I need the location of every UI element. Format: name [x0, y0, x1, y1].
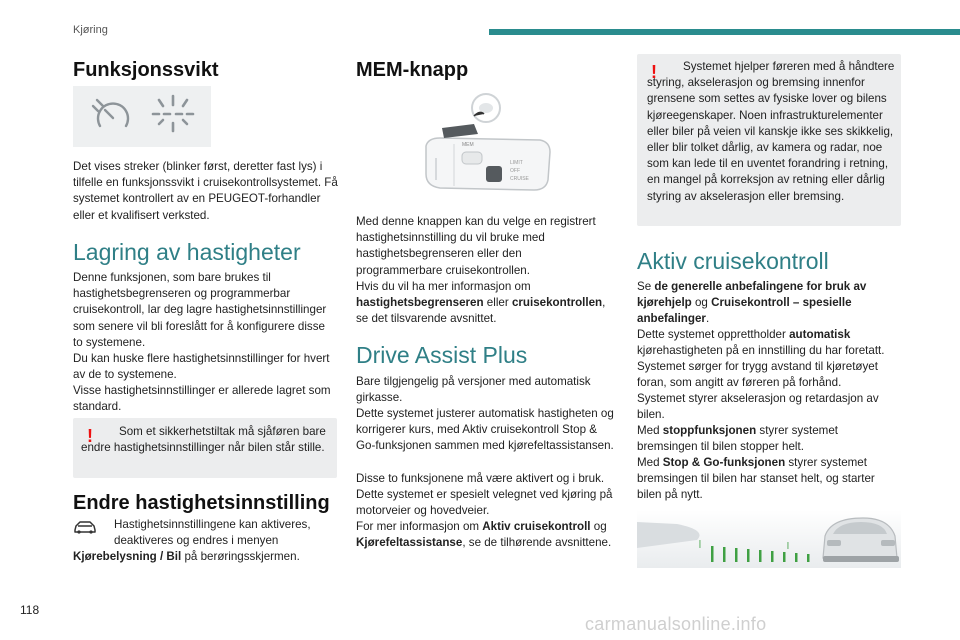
mem-button-illustration [414, 88, 562, 200]
aktiv-text-4: Systemet styrer akselerasjon og retardasjon av bilen. [637, 392, 879, 422]
heading-aktiv-cruise: Aktiv cruisekontroll [637, 248, 829, 274]
endre-text-1: Hastighetsinnstillingene kan aktiveres, deaktiveres og endres i menyen [114, 518, 311, 548]
cruise-control-car-illustration [637, 510, 901, 568]
aktiv-text-1: Se de generelle anbefalingene for bruk av kjørehjelp og Cruisekontroll – spesielle anbefalinger. [637, 280, 867, 326]
drive-assist-text-3: Disse to funksjonene må være aktivert og i bruk. [356, 472, 605, 485]
aktiv-text-6: Med Stop & Go-funksjonen styrer systemet bremsingen til bilen har stanset helt, og starter bilen på nytt. [637, 456, 875, 502]
warning-icon: ! [87, 426, 93, 446]
heading-lagring: Lagring av hastigheter [73, 239, 301, 265]
safety-warning-box [73, 418, 337, 478]
drive-assist-text-5: For mer informasjon om Aktiv cruisekontroll og Kjørefeltassistanse, se de tilhørende avsnittene. [356, 520, 612, 550]
aktiv-text-3: Systemet sørger for trygg avstand til kjøretøyet foran, som angitt av føreren på forhånd. [637, 360, 878, 390]
heading-mem-knapp: MEM-knapp [356, 59, 469, 81]
watermark: carmanualsonline.info [585, 614, 767, 634]
lagring-text-2: Du kan huske flere hastighetsinnstillinger for hvert av de to systemene. [73, 352, 330, 382]
cruise-label: CRUISE [510, 176, 529, 182]
lagring-text-1: Denne funksjonen, som bare brukes til hastighetsbegrenseren og programmerbar cruisekontroll, lar deg lagre hastighetsinnstillinger som senere vil bli foreslått for å konfigurere disse to systemene. [73, 271, 327, 349]
drive-assist-text-4: Dette systemet er spesielt velegnet ved kjøring på motorveier og hovedveier. [356, 488, 613, 518]
drive-assist-text-1: Bare tilgjengelig på versjoner med automatisk girkasse. [356, 375, 591, 405]
lagring-text-3: Visse hastighetsinnstillinger er allerede lagret som standard. [73, 384, 331, 414]
endre-text-2: Kjørebelysning / Bil på berøringsskjermen. [73, 550, 300, 563]
safety-warning-text: Som et sikkerhetstiltak må sjåføren bare endre hastighetsinnstillinger når bilen står stille. [81, 425, 326, 455]
drive-assist-text-2: Dette systemet justerer automatisk hastigheten og korrigerer kurs, med Aktiv cruisekontroll Stop & Go-funksjonen sammen med kjørefeltassistansen. [356, 407, 614, 453]
heading-endre: Endre hastighetsinnstilling [73, 492, 330, 514]
limit-label: LIMIT [510, 160, 523, 166]
malfunction-display-illustration [73, 86, 211, 147]
car-settings-icon [73, 520, 97, 539]
funksjonssvikt-text: Det vises streker (blinker først, deretter fast lys) i tilfelle en funksjonssvikt i cruisekontrollsystemet. Få systemet kontrollert av en PEUGEOT-forhandler eller et kvalifisert verksted. [73, 160, 338, 222]
heading-funksjonssvikt: Funksjonssvikt [73, 59, 219, 81]
system-warning-text: Systemet hjelper føreren med å håndtere styring, akselerasjon og bremsing innenfor grensene som settes av fysiske lover og bilens kjøreegenskaper. Noen infrastrukturelementer eller biler på veien vil kanskje ikke ses skikkelig, eller blir tolket dårlig, av kamera og radar, noe som kan lede til en uventet forandring i retning, en mangel på korreksjon av retning eller dårlig styring av akselerasjon eller bremsing. [647, 60, 895, 203]
off-label: OFF [510, 168, 520, 174]
mem-text-1: Med denne knappen kan du velge en registrert hastighetsinnstilling du vil bruke med hastighetsbegrenseren eller den programmerbare cruisekontrollen. [356, 215, 596, 277]
page-number: 118 [20, 603, 40, 617]
system-warning-box [637, 54, 901, 226]
aktiv-text-5: Med stoppfunksjonen styrer systemet bremsingen til bilen stopper helt. [637, 424, 838, 454]
aktiv-text-2: Dette systemet opprettholder automatisk kjørehastigheten på en innstilling du har foretatt. [637, 328, 885, 358]
heading-drive-assist: Drive Assist Plus [356, 342, 528, 368]
mem-text-2: Hvis du vil ha mer informasjon om hastighetsbegrenseren eller cruisekontrollen, se det tilsvarende avsnittet. [356, 280, 606, 326]
section-label: Kjøring [73, 24, 108, 36]
mem-label: MEM [462, 142, 474, 148]
warning-icon: ! [651, 62, 657, 82]
header-accent-bar [489, 29, 960, 35]
